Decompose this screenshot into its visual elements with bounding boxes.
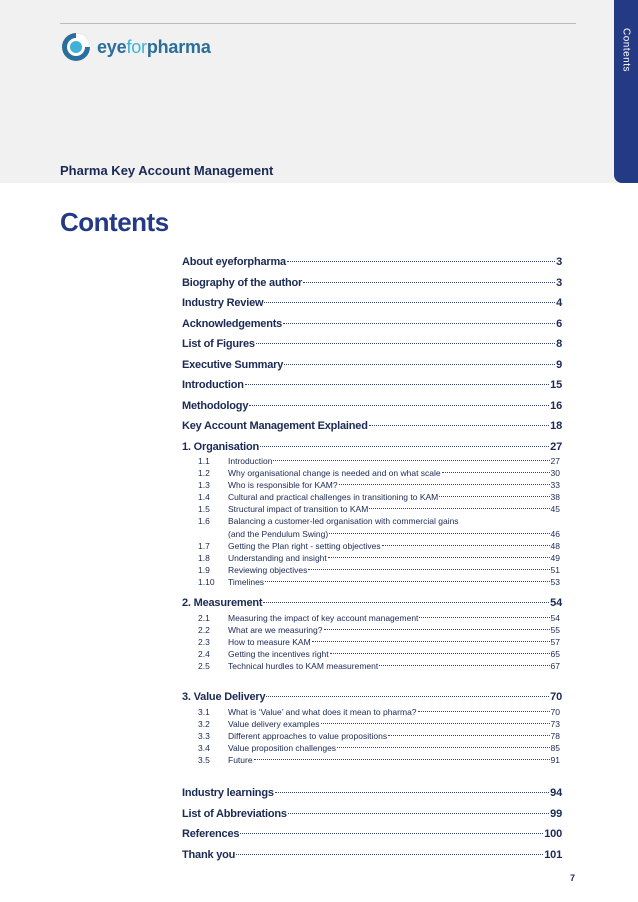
toc-entry-biography[interactable]: Biography of the author 3 [182, 277, 562, 289]
top-divider [60, 23, 576, 24]
toc-subentry[interactable]: 1.7 Getting the Plan right - setting objectives 48 [198, 541, 560, 551]
toc-subentry[interactable]: 1.10 Timelines 53 [198, 577, 560, 587]
eye-logo-icon [60, 31, 92, 63]
toc-subentry[interactable]: 1.2 Why organisational change is needed and on what scale 30 [198, 468, 560, 478]
toc-subentry-continued[interactable]: (and the Pendulum Swing) 46 [228, 529, 560, 539]
toc-subentry[interactable]: 3.3 Different approaches to value propositions 78 [198, 731, 560, 741]
toc-subentry[interactable]: 1.6 Balancing a customer-led organisation with commercial gains [198, 516, 459, 526]
contents-side-tab[interactable] [614, 0, 638, 183]
toc-subentry[interactable]: 1.4 Cultural and practical challenges in transitioning to KAM 38 [198, 492, 560, 502]
toc-subentry[interactable]: 3.4 Value proposition challenges 85 [198, 743, 560, 753]
toc-subentry[interactable]: 3.2 Value delivery examples 73 [198, 719, 560, 729]
page-title: Contents [60, 207, 169, 237]
toc-subentry[interactable]: 2.2 What are we measuring? 55 [198, 625, 560, 635]
side-tab-label: Contents [620, 27, 632, 73]
toc-subentry[interactable]: 1.8 Understanding and insight 49 [198, 553, 560, 563]
toc-entry-abbreviations[interactable]: List of Abbreviations 99 [182, 808, 562, 820]
toc-entry-executive-summary[interactable]: Executive Summary 9 [182, 359, 562, 371]
toc-subentry[interactable]: 1.9 Reviewing objectives 51 [198, 565, 560, 575]
toc-subentry[interactable]: 3.5 Future 91 [198, 755, 560, 765]
report-title: Pharma Key Account Management [60, 163, 274, 178]
toc-subentry[interactable]: 2.4 Getting the incentives right 65 [198, 649, 560, 659]
header-band [0, 0, 638, 183]
toc-entry-organisation[interactable]: 1. Organisation 27 [182, 441, 562, 453]
page-number: 7 [570, 873, 576, 883]
brand-logo[interactable] [60, 30, 211, 64]
toc-entry-methodology[interactable]: Methodology 16 [182, 400, 562, 412]
toc-entry-kam-explained[interactable]: Key Account Management Explained 18 [182, 420, 562, 432]
toc-subentry[interactable]: 1.5 Structural impact of transition to KAM 45 [198, 504, 560, 514]
toc-entry-value-delivery[interactable]: 3. Value Delivery 70 [182, 691, 562, 703]
toc-entry-about[interactable]: About eyeforpharma 3 [182, 256, 562, 268]
toc-entry-references[interactable]: References 100 [182, 828, 562, 840]
toc-entry-industry-review[interactable]: Industry Review 4 [182, 297, 562, 309]
toc-entry-thank-you[interactable]: Thank you 101 [182, 849, 562, 861]
toc-subentry[interactable]: 1.3 Who is responsible for KAM? 33 [198, 480, 560, 490]
toc-entry-list-of-figures[interactable]: List of Figures 8 [182, 338, 562, 350]
toc-entry-measurement[interactable]: 2. Measurement 54 [182, 597, 562, 609]
toc-subentry[interactable]: 1.1 Introduction 27 [198, 456, 560, 466]
brand-wordmark: eyeforpharma [97, 36, 211, 57]
toc-entry-acknowledgements[interactable]: Acknowledgements 6 [182, 318, 562, 330]
toc-subentry[interactable]: 2.5 Technical hurdles to KAM measurement 67 [198, 661, 560, 671]
toc-subentry[interactable]: 2.3 How to measure KAM 57 [198, 637, 560, 647]
toc-subentry[interactable]: 3.1 What is ‘Value’ and what does it mean to pharma? 70 [198, 707, 560, 717]
toc-entry-industry-learnings[interactable]: Industry learnings 94 [182, 787, 562, 799]
toc-subentry[interactable]: 2.1 Measuring the impact of key account management 54 [198, 613, 560, 623]
toc-entry-introduction[interactable]: Introduction 15 [182, 379, 562, 391]
